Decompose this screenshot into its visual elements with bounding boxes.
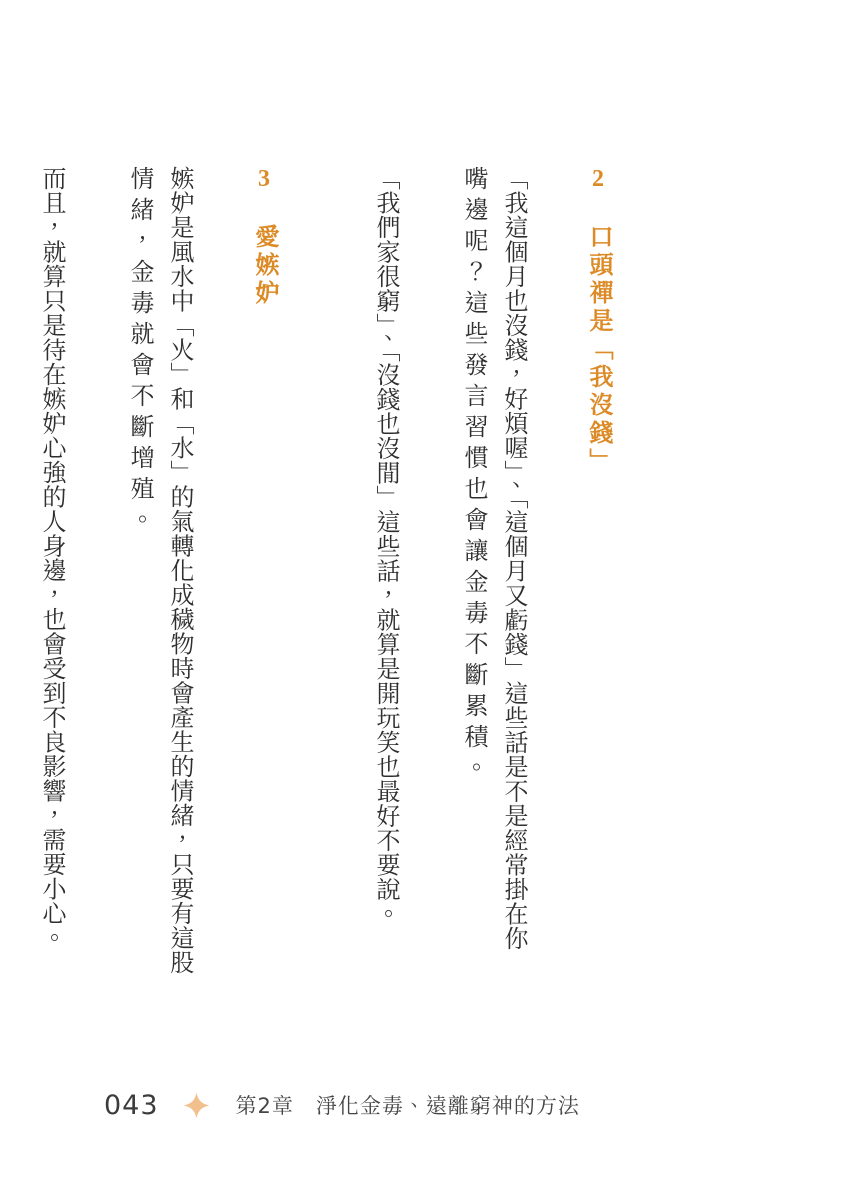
text-line: 而且，就算只是待在嫉妒心強的人身邊，也會受到不良影響，需要小心。	[38, 166, 64, 950]
page-number: 043	[104, 1089, 159, 1121]
text-line: 「我們家很窮」、「沒錢也沒閒」這些話，就算是開玩笑也最好不要說。	[372, 166, 398, 926]
text-line: 「我這個月也沒錢，好煩喔」、「這個月又虧錢」這些話是不是經常掛在你	[500, 166, 526, 951]
text-line	[0, 166, 31, 1046]
page-footer	[104, 1088, 580, 1122]
section-heading-3: 3 愛嫉妒	[251, 166, 277, 308]
chapter-title: 第2章 淨化金毒、遠離窮神的方法	[235, 1094, 580, 1118]
text-line: 嘴邊呢？這些發言習慣也會讓金毒不斷累積。	[460, 166, 486, 786]
diamond-icon	[183, 1092, 210, 1119]
section-heading-2: 2 口頭禪是「我沒錢」	[585, 166, 611, 476]
vertical-text-body	[0, 166, 663, 1046]
text-line: 嫉妒是風水中「火」和「水」的氣轉化成穢物時會產生的情緒，只要有這股	[166, 166, 192, 975]
text-line: 情緒，金毒就會不斷增殖。	[126, 166, 152, 538]
